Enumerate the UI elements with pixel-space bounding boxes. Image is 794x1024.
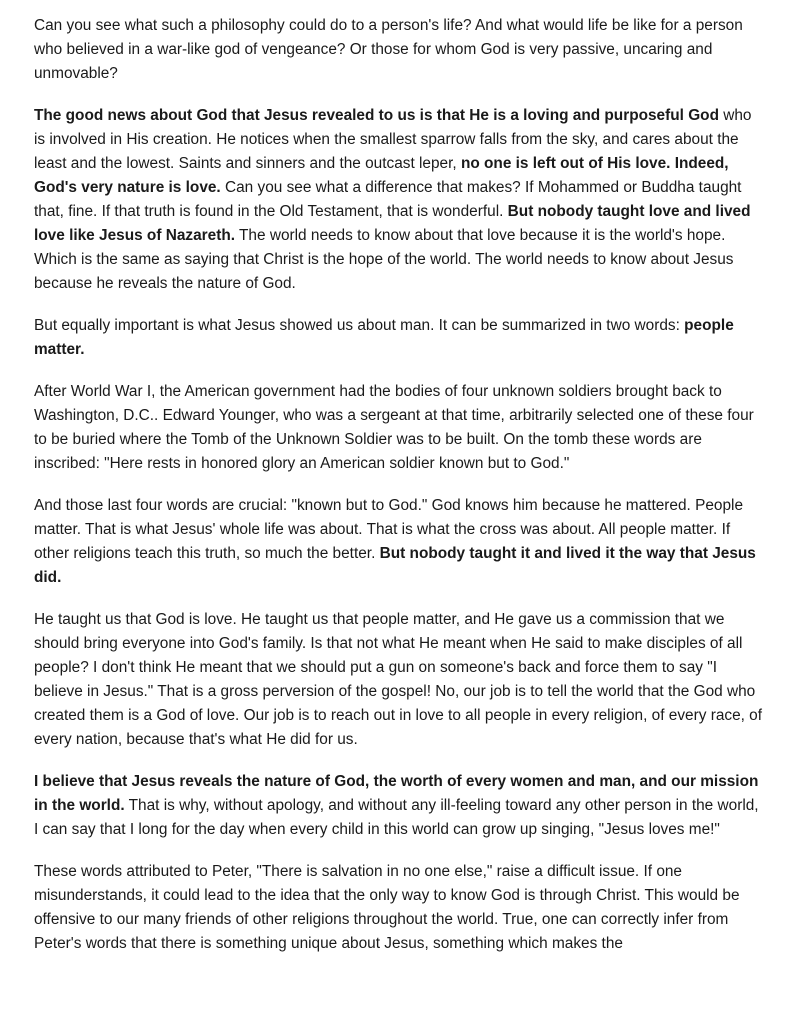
- text-segment: And those last four words are crucial: "known but to God." God knows him because he mattered. People matter. That is what Jesus' whole life was about. That is what the cross was about. All people matter. If other religions teach this truth, so much the better.: [34, 497, 744, 562]
- text-segment: Can you see what such a philosophy could do to a person's life? And what would life be like for a person who believed in a war-like god of vengeance? Or those for whom God is very passive, uncaring and unmovable?: [34, 17, 743, 82]
- text-segment: These words attributed to Peter, "There is salvation in no one else," raise a difficult issue. If one misunderstands, it could lead to the idea that the only way to know God is through Christ. This would be offensive to our many friends of other religions throughout the world. True, one can correctly infer from Peter's words that there is something unique about Jesus, something which makes the: [34, 863, 740, 952]
- text-segment: who is involved in His creation. He notices when the smallest sparrow falls from the sky, and cares about the least and the lowest. Saints and sinners and the outcast leper,: [34, 107, 752, 172]
- text-segment: The world needs to know about that love because it is the world's hope. Which is the same as saying that Christ is the hope of the world. The world needs to know about Jesus because he reveals the nature of God.: [34, 227, 734, 292]
- paragraph-2: [34, 104, 764, 296]
- bold-text-segment: people matter.: [34, 317, 734, 358]
- paragraph-3: [34, 314, 764, 362]
- bold-text-segment: But nobody taught it and lived it the way that Jesus did.: [34, 545, 756, 586]
- bold-text-segment: no one is left out of His love. Indeed, God's very nature is love.: [34, 155, 729, 196]
- text-segment: That is why, without apology, and without any ill-feeling toward any other person in the world, I can say that I long for the day when every child in this world can grow up singing, "Jesus loves me!": [34, 797, 759, 838]
- paragraph-6: [34, 608, 764, 752]
- bold-text-segment: The good news about God that Jesus revealed to us is that He is a loving and purposeful God: [34, 107, 719, 124]
- text-segment: Can you see what a difference that makes? If Mohammed or Buddha taught that, fine. If that truth is found in the Old Testament, that is wonderful.: [34, 179, 742, 220]
- paragraph-7: [34, 770, 764, 842]
- bold-text-segment: I believe that Jesus reveals the nature of God, the worth of every women and man, and our mission in the world.: [34, 773, 759, 814]
- paragraph-5: [34, 494, 764, 590]
- text-segment: But equally important is what Jesus showed us about man. It can be summarized in two words:: [34, 317, 685, 334]
- document-page: [34, 14, 764, 974]
- paragraph-1: [34, 14, 764, 86]
- bold-text-segment: But nobody taught love and lived love like Jesus of Nazareth.: [34, 203, 751, 244]
- text-segment: He taught us that God is love. He taught us that people matter, and He gave us a commission that we should bring everyone into God's family. Is that not what He meant when He said to make disciples of all people? I don't think He meant that we should put a gun on someone's back and force them to say "I believe in Jesus." That is a gross perversion of the gospel! No, our job is to tell the world that the God who created them is a God of love. Our job is to reach out in love to all people in every religion, of every race, of every nation, because that's what He did for us.: [34, 611, 763, 748]
- paragraph-4: [34, 380, 764, 476]
- text-segment: After World War I, the American government had the bodies of four unknown soldiers brought back to Washington, D.C.. Edward Younger, who was a sergeant at that time, arbitrarily selected one of these four to be buried where the Tomb of the Unknown Soldier was to be built. On the tomb these words are inscribed: "Here rests in honored glory an American soldier known but to God.": [34, 383, 754, 472]
- paragraph-8: [34, 860, 764, 956]
